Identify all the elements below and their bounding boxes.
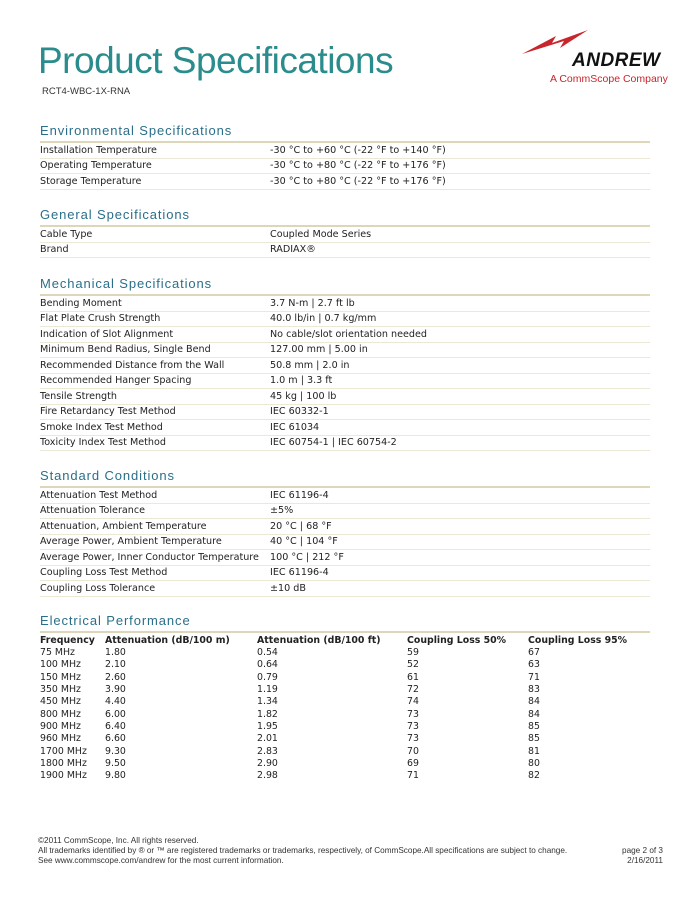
table-cell: 800 MHz [40, 708, 81, 720]
spec-row [40, 581, 650, 597]
spec-row [40, 143, 650, 159]
table-cell: 61 [407, 671, 419, 683]
table-cell: 2.83 [257, 745, 278, 757]
mechanical-section [40, 276, 650, 451]
spec-label: Installation Temperature [40, 144, 157, 156]
general-section [40, 207, 650, 258]
spec-value: 40.0 lb/in | 0.7 kg/mm [270, 313, 377, 325]
table-cell: 2.10 [105, 659, 126, 671]
spec-label: Operating Temperature [40, 160, 152, 172]
table-cell: 83 [528, 684, 540, 696]
spec-value: 50.8 mm | 2.0 in [270, 359, 350, 371]
table-cell: 2.98 [257, 770, 278, 782]
spec-row [40, 343, 650, 359]
spec-value: IEC 60754-1 | IEC 60754-2 [270, 437, 397, 449]
spec-label: Attenuation Tolerance [40, 505, 146, 517]
table-cell: 450 MHz [40, 696, 81, 708]
column-header: Frequency [40, 634, 95, 646]
table-cell: 81 [528, 745, 540, 757]
spec-row [40, 504, 650, 520]
table-cell: 74 [407, 696, 419, 708]
spec-value: IEC 61196-4 [270, 489, 329, 501]
footer [38, 836, 663, 866]
table-row [40, 659, 650, 671]
table-cell: 0.64 [257, 659, 278, 671]
table-cell: 900 MHz [40, 720, 81, 732]
spec-value: 3.7 N-m | 2.7 ft lb [270, 297, 355, 309]
spec-row [40, 159, 650, 175]
table-cell: 1.82 [257, 708, 278, 720]
table-row [40, 733, 650, 745]
spec-row [40, 312, 650, 328]
spec-label: Tensile Strength [40, 390, 117, 402]
table-cell: 69 [407, 757, 419, 769]
electrical-table [40, 633, 650, 782]
spec-label: Coupling Loss Test Method [40, 567, 168, 579]
spec-label: Indication of Slot Alignment [40, 328, 174, 340]
table-cell: 350 MHz [40, 684, 81, 696]
spec-value: IEC 61034 [270, 421, 320, 433]
spec-row [40, 174, 650, 190]
spec-label: Recommended Hanger Spacing [40, 375, 192, 387]
spec-row [40, 550, 650, 566]
table-cell: 960 MHz [40, 733, 81, 745]
table-cell: 70 [407, 745, 419, 757]
table-row [40, 672, 650, 684]
section-title: Environmental Specifications [40, 123, 650, 143]
table-cell: 150 MHz [40, 671, 81, 683]
spec-row [40, 519, 650, 535]
table-cell: 63 [528, 659, 540, 671]
electrical-table-body [40, 647, 650, 782]
table-cell: 4.40 [105, 696, 126, 708]
table-cell: 71 [407, 770, 419, 782]
spec-row [40, 374, 650, 390]
table-cell: 75 MHz [40, 647, 75, 659]
copyright: ©2011 CommScope, Inc. All rights reserved. [38, 836, 199, 845]
column-header: Coupling Loss 50% [407, 634, 507, 646]
table-cell: 2.90 [257, 757, 278, 769]
table-row [40, 647, 650, 659]
table-cell: 73 [407, 708, 419, 720]
spec-row [40, 358, 650, 374]
table-cell: 1700 MHz [40, 745, 87, 757]
table-cell: 72 [407, 684, 419, 696]
spec-label: Attenuation, Ambient Temperature [40, 520, 207, 532]
model-number: RCT4-WBC-1X-RNA [42, 86, 131, 97]
section-title: General Specifications [40, 207, 650, 227]
standard-rows [40, 488, 650, 597]
spec-label: Attenuation Test Method [40, 489, 158, 501]
table-cell: 100 MHz [40, 659, 81, 671]
column-header: Attenuation (dB/100 m) [105, 634, 230, 646]
table-header-row [40, 633, 650, 647]
table-cell: 6.60 [105, 733, 126, 745]
spec-label: Average Power, Inner Conductor Temperature [40, 551, 259, 563]
logo-subtitle: A CommScope Company [550, 73, 668, 85]
table-cell: 0.79 [257, 671, 278, 683]
spec-row [40, 227, 650, 243]
table-cell: 0.54 [257, 647, 278, 659]
table-cell: 84 [528, 708, 540, 720]
table-cell: 85 [528, 720, 540, 732]
table-row [40, 745, 650, 757]
spec-label: Fire Retardancy Test Method [40, 406, 176, 418]
column-header: Attenuation (dB/100 ft) [257, 634, 381, 646]
spec-label: Storage Temperature [40, 175, 142, 187]
table-cell: 73 [407, 733, 419, 745]
table-row [40, 721, 650, 733]
spec-label: Brand [40, 244, 69, 256]
table-row [40, 696, 650, 708]
andrew-logo [520, 28, 668, 88]
table-cell: 1.34 [257, 696, 278, 708]
spec-row [40, 436, 650, 452]
spec-value: 1.0 m | 3.3 ft [270, 375, 333, 387]
document-date: 2/16/2011 [627, 856, 663, 865]
table-row [40, 758, 650, 770]
spec-value: Coupled Mode Series [270, 228, 372, 240]
spec-row [40, 243, 650, 259]
spec-value: RADIAX® [270, 244, 316, 256]
table-cell: 6.00 [105, 708, 126, 720]
table-cell: 3.90 [105, 684, 126, 696]
spec-value: 40 °C | 104 °F [270, 536, 338, 548]
spec-row [40, 296, 650, 312]
table-cell: 71 [528, 671, 540, 683]
website-notice: See www.commscope.com/andrew for the most current information. [38, 856, 284, 865]
general-rows [40, 227, 650, 258]
spec-row [40, 488, 650, 504]
spec-value: ±5% [270, 505, 294, 517]
environmental-section [40, 123, 650, 190]
page-number: page 2 of 3 [622, 846, 663, 855]
spec-label: Coupling Loss Tolerance [40, 582, 156, 594]
table-cell: 80 [528, 757, 540, 769]
spec-value: ±10 dB [270, 582, 306, 594]
table-cell: 1900 MHz [40, 770, 87, 782]
spec-row [40, 420, 650, 436]
table-cell: 59 [407, 647, 419, 659]
section-title: Standard Conditions [40, 468, 650, 488]
table-cell: 1.19 [257, 684, 278, 696]
spec-value: IEC 61196-4 [270, 567, 329, 579]
spec-value: 127.00 mm | 5.00 in [270, 344, 368, 356]
page-info [622, 846, 663, 866]
spec-label: Average Power, Ambient Temperature [40, 536, 222, 548]
spec-label: Bending Moment [40, 297, 122, 309]
table-cell: 84 [528, 696, 540, 708]
spec-label: Flat Plate Crush Strength [40, 313, 161, 325]
table-cell: 9.30 [105, 745, 126, 757]
spec-row [40, 389, 650, 405]
table-cell: 1800 MHz [40, 757, 87, 769]
logo-wordmark: ANDREW [572, 50, 661, 71]
table-cell: 9.80 [105, 770, 126, 782]
table-cell: 6.40 [105, 720, 126, 732]
spec-label: Minimum Bend Radius, Single Bend [40, 344, 211, 356]
table-cell: 73 [407, 720, 419, 732]
table-cell: 85 [528, 733, 540, 745]
spec-value: IEC 60332-1 [270, 406, 329, 418]
spec-label: Recommended Distance from the Wall [40, 359, 225, 371]
table-cell: 2.01 [257, 733, 278, 745]
spec-label: Toxicity Index Test Method [40, 437, 166, 449]
table-cell: 67 [528, 647, 540, 659]
spec-label: Cable Type [40, 228, 93, 240]
table-cell: 1.95 [257, 720, 278, 732]
spec-row [40, 566, 650, 582]
table-cell: 82 [528, 770, 540, 782]
page-title: Product Specifications [38, 40, 394, 81]
table-cell: 1.80 [105, 647, 126, 659]
table-cell: 52 [407, 659, 419, 671]
spec-row [40, 327, 650, 343]
spec-row [40, 535, 650, 551]
spec-row [40, 405, 650, 421]
spec-value: 100 °C | 212 °F [270, 551, 344, 563]
mechanical-rows [40, 296, 650, 451]
spec-value: -30 °C to +80 °C (-22 °F to +176 °F) [270, 160, 446, 172]
spec-value: 20 °C | 68 °F [270, 520, 332, 532]
environmental-rows [40, 143, 650, 190]
table-cell: 9.50 [105, 757, 126, 769]
section-title: Mechanical Specifications [40, 276, 650, 296]
spec-value: No cable/slot orientation needed [270, 328, 427, 340]
spec-value: 45 kg | 100 lb [270, 390, 337, 402]
table-row [40, 684, 650, 696]
column-header: Coupling Loss 95% [528, 634, 628, 646]
section-title: Electrical Performance [40, 613, 650, 633]
trademark-notice: All trademarks identified by ® or ™ are registered trademarks or trademarks, respectively, of CommScope.All specifications are subject to change. [38, 846, 568, 855]
table-row [40, 770, 650, 782]
standard-conditions-section [40, 468, 650, 597]
spec-value: -30 °C to +80 °C (-22 °F to +176 °F) [270, 175, 446, 187]
spec-label: Smoke Index Test Method [40, 421, 163, 433]
electrical-performance-section [40, 613, 650, 782]
table-cell: 2.60 [105, 671, 126, 683]
spec-value: -30 °C to +60 °C (-22 °F to +140 °F) [270, 144, 446, 156]
table-row [40, 708, 650, 720]
